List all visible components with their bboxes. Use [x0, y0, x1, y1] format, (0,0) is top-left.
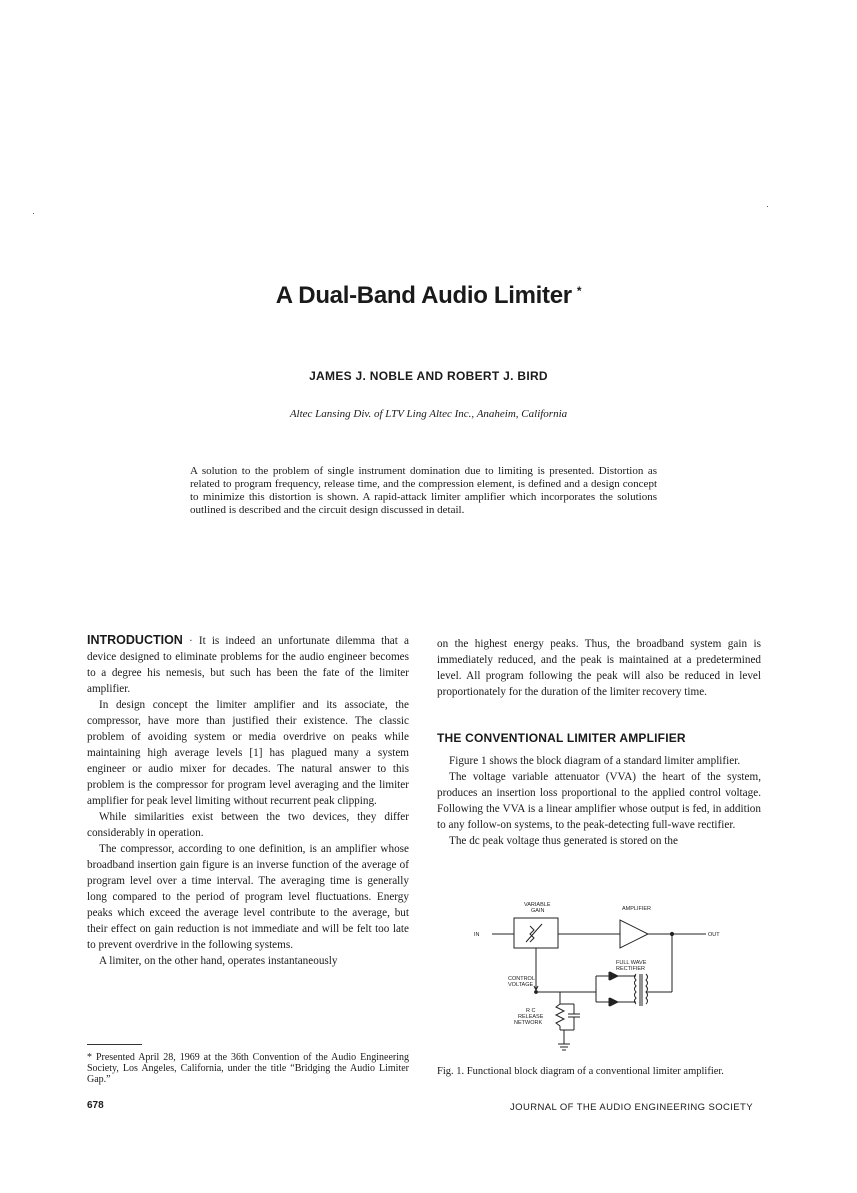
- footnote: * Presented April 28, 1969 at the 36th Convention of the Audio Engineering Society, Los Angeles, California, under the title “Bridging the Audio Limiter Gap.”: [87, 1052, 409, 1085]
- section-paragraph: The voltage variable attenuator (VVA) the heart of the system, produces an insertion loss proportional to the applied control voltage. Following the VVA is a linear amplifier whose output is fed, in addition to any follow-on systems, to the peak-detecting full-wave rectifier.: [437, 771, 761, 831]
- continued-paragraph: on the highest energy peaks. Thus, the broadband system gain is immediately reduced, and the peak is maintained at a predetermined level. All program following the peak will also be reduced in level proportionately for the duration of the limiter recovery time.: [437, 638, 761, 698]
- label-out: OUT: [708, 932, 720, 938]
- label-rc-network: R C: [526, 1008, 536, 1014]
- vva-box: [514, 918, 558, 948]
- intro-paragraph: While similarities exist between the two devices, they differ considerably in operation.: [87, 811, 409, 839]
- label-full-wave: FULL WAVE: [616, 960, 647, 966]
- section-heading: THE CONVENTIONAL LIMITER AMPLIFIER: [437, 731, 686, 745]
- scan-speck: [33, 213, 34, 214]
- amplifier-triangle: [620, 920, 648, 948]
- label-rc-network: NETWORK: [514, 1020, 543, 1026]
- label-in: IN: [474, 932, 480, 938]
- label-rc-network: RELEASE: [518, 1014, 544, 1020]
- section-paragraph: Figure 1 shows the block diagram of a standard limiter amplifier.: [449, 755, 741, 767]
- intro-paragraph: The compressor, according to one definition, is an amplifier whose broadband insertion gain figure is an inverse function of the average of program level over a time interval. The averaging time is generally long compared to the period of program level fluctuations. Energy peaks which exceed the average level contribute to the average, but their effect on gain reduction is not immediate and will be felt too late to prevent overdrive in the following systems.: [87, 843, 409, 951]
- authors: JAMES J. NOBLE AND ROBERT J. BIRD: [309, 369, 548, 383]
- intro-heading: INTRODUCTION: [87, 633, 183, 647]
- label-control-voltage: VOLTAGE: [508, 982, 534, 988]
- intro-paragraph: In design concept the limiter amplifier and its associate, the compressor, have more than justified their existence. The classic problem of avoiding system or media overdrive on peaks while maintaining high average levels [1] has plagued many a system engineer or audio mixer for decades. The natural answer to this problem is the compressor for program level averaging and the limiter amplifier for peak level limiting without recurrent peak clipping.: [87, 699, 409, 807]
- affiliation: Altec Lansing Div. of LTV Ling Altec Inc., Anaheim, California: [289, 408, 568, 420]
- section-paragraph: The dc peak voltage thus generated is stored on the: [449, 835, 678, 847]
- column-right-top: [437, 636, 761, 700]
- column-right-section: [437, 753, 761, 849]
- paper-title: A Dual-Band Audio Limiter *: [275, 282, 582, 309]
- intro-paragraph: INTRODUCTION · It is indeed an unfortunate dilemma that a device designed to eliminate problems for the audio engineer becomes to a degree his nemesis, but such has been the fate of the limiter amplifier.: [87, 633, 409, 695]
- scan-speck: [767, 206, 768, 207]
- footnote-rule: [87, 1044, 142, 1045]
- label-full-wave: RECTIFIER: [616, 966, 646, 972]
- column-left: [87, 632, 409, 969]
- label-variable-gain: VARIABLE: [524, 902, 551, 908]
- label-variable-gain: GAIN: [531, 908, 545, 914]
- label-amplifier: AMPLIFIER: [622, 906, 652, 912]
- intro-paragraph: A limiter, on the other hand, operates instantaneously: [99, 955, 338, 967]
- page-number: 678: [87, 1100, 104, 1111]
- abstract: A solution to the problem of single instrument domination due to limiting is presented. Distortion as related to program frequency, release time, and the compression element, is defined and a design concept to minimize this distortion is shown. A rapid-attack limiter amplifier which incorporates the solutions outlined is described and the circuit design discussed in detail.: [190, 465, 657, 516]
- label-control-voltage: CONTROL: [508, 976, 535, 982]
- journal-name: JOURNAL OF THE AUDIO ENGINEERING SOCIETY: [510, 1102, 753, 1113]
- figure-caption: Fig. 1. Functional block diagram of a conventional limiter amplifier.: [437, 1066, 724, 1077]
- block-diagram-figure: [470, 896, 730, 1056]
